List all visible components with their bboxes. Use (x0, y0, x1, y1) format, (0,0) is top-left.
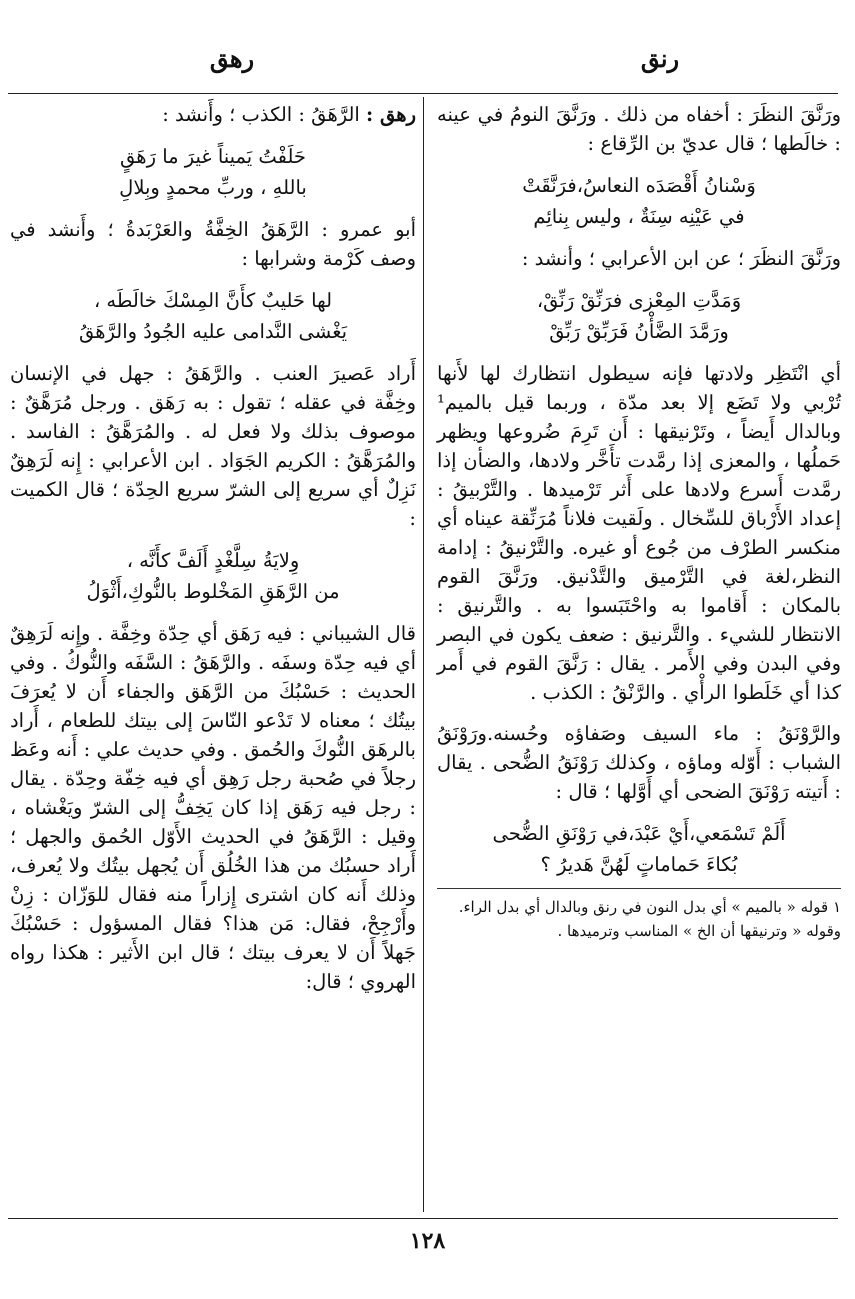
entry-paragraph: أَراد عَصيرَ العنب . والرَّهَقُ : جهل في الإنسان وخِفَّة في عقله ؛ تقول : به رَهَق . ورجل مُرَهَّقٌ : موصوف بذلك ولا فعل له . والمُرَهَّقُ : الفاسد . والمُرَهَّقُ : الكريم الجَوَاد . ابن الأعرابي : إِنه لَرَهِقٌ نَزِلٌ أي سريع إلى الشرّ سريع الحِدّة ؛ قال الكميت : (10, 362, 416, 530)
right-column (437, 100, 841, 943)
right-column-header: رنق (640, 44, 680, 73)
page-number: ١٢٨ (409, 1228, 446, 1254)
header-rule (8, 93, 838, 94)
headword: رهق : (366, 103, 416, 126)
footnote: وقوله « وترنيقها أن الخ » المناسب وترميدها . (557, 922, 841, 940)
entry-paragraph: قال الشيباني : فيه رَهَق أي حِدّة وخِفَّة . وإِنه لَرَهِقٌ أي فيه حِدّة وسفَه . والرَّهَقُ : السَّفَه والنُّوكُ . وفي الحديث : حَسْبُكَ من الرَّهَق والجفاء أَن لا يُعرَفَ بيتُك ؛ معناه لا تَدْعو النّاسَ إلى بيتك للطعام ، أَراد بالرهَق النُّوكَ والحُمق . وفي حديث علي : أَنه وعَظ رجلاً في صُحبة رجل رَهِق أي فيه خِفّة وحِدّة . يقال : رجل فيه رَهَق إذا كان يَخِفُّ إلى الشرّ ويَغْشاه ، وقيل : الرَّهَقُ في الحديث الأَوّل الحُمق والجهل ؛ أَراد حسبُك من هذا الخُلُق أَن يُجهل بيتُك ولا يُعرف، وذلك أَنه كان اشترى إِزاراً منه فقال للوَزّان : زِنْ وأَرْجِحْ، فقال: مَن هذا؟ فقال المسؤول : حَسْبُكَ جَهلاً أَن لا يعرف بيتك ؛ قال ابن الأَثير : هكذا رواه الهروي ؛ قال: (10, 622, 416, 993)
verse-line: يَغْشى النَّدامى عليه الجُودُ والرَّهَقُ (78, 320, 348, 343)
verse-line: وِلايَةُ سِلَّغْدٍ أَلَفَّ كأَنَّه ، (126, 549, 300, 572)
verse-line: حَلَفْتُ يَميناً غيرَ ما رَهَقٍ (120, 145, 306, 168)
entry-paragraph: ورَنَّقَ النظَرَ : أخفاه من ذلك . ورَنَّقَ النومُ في عينه : خالَطها ؛ قال عديّ بن الرِّقاع : (437, 103, 841, 155)
verse-line: باللهِ ، وربِّ محمدٍ وبِلالِ (119, 176, 307, 199)
verse-line: لها حَليبٌ كأَنَّ المِسْكَ خالَطَه ، (93, 289, 333, 312)
verse-line: وَسْنانُ أَقْصَدَه النعاسُ،فرَنَّقَتْ (522, 174, 756, 197)
footer-rule (8, 1218, 838, 1219)
entry-paragraph (10, 100, 416, 129)
verse-line: بُكاءَ حَماماتٍ لَهُنَّ هَديرُ ؟ (540, 853, 738, 876)
verse-line: أَلَمْ تَسْمَعي،أَيْ عَبْدَ،في رَوْنَقِ الضُّحى (492, 822, 786, 845)
verse-line: وَمَدَّتِ المِعْزى فرَنِّقْ رَنِّقْ، (536, 289, 742, 312)
verse-line: من الرَّهَقِ المَخْلوط بالنُّوكِ،أَثْوَلُ (86, 580, 340, 603)
entry-paragraph: والرَّوْنَقُ : ماء السيف وصَفاؤه وحُسنه.ورَوْنَقُ الشباب : أَوّله وماؤه ، وكذلك رَوْنَقُ الضُّحى . يقال : أَتيته رَوْنَقَ الضحى أي أَوَّلها ؛ قال : (437, 722, 841, 803)
left-column (10, 100, 416, 996)
entry-paragraph: أي انْتَظِر ولادتها فإنه سيطول انتظارك لها لأَنها تُرْبي ولا تَضَع إلا بعد مدّة ، وربما قيل بالميم¹ وبالدال أَيضاً ، وتَرْنيقها : أَن تَرِمَ ضُروعها ويظهر حَملُها ، والمعزى إذا رمَّدت تأَخَّر ولادها، والضأن إذا رمَّدت أَسرع ولادها على أَثر تَرْميدها . والتَّرْبيقُ : إعداد الأَرْباق للسِّخال . ولَقيت فلاناً مُرَنِّقة عيناه أي منكسر الطرْف من جُوع أو غيره. والتَّرْنيقُ : إدامة النظر،لغة في التَّرْميق والتَّدْنيق. ورَنَّقَ القوم بالمكان : أَقاموا به واحْتَبَسوا به . والتَّرنيق : الانتظار للشيء . والتَّرنيق : ضعف يكون في البصر وفي البدن وفي الأَمر . يقال : رَنَّقَ القوم في أَمر كذا أي خَلَطوا الرأْي . والرَّنْقُ : الكذب . (437, 362, 841, 704)
column-divider (423, 97, 424, 1212)
left-column-header: رهق (209, 44, 255, 73)
footnote-rule (437, 888, 841, 889)
footnote: ١ قوله « بالميم » أي بدل النون في رنق وبالدال أي بدل الراء. (458, 898, 841, 916)
entry-paragraph: ورَنَّقَ النظَرَ ؛ عن ابن الأعرابي ؛ وأنشد : (521, 247, 841, 270)
entry-text: الرَّهَقُ : الكذب ؛ وأَنشد : (162, 103, 360, 126)
entry-paragraph: أبو عمرو : الرَّهَقُ الخِفَّةُ والعَرْبَدةُ ؛ وأَنشد في وصف كَرْمة وشرابها : (10, 218, 416, 270)
verse-line: في عَيْنِه سِنَةٌ ، وليس بِنائِم (533, 205, 745, 228)
verse-line: ورَمَّدَ الضَّأْنُ فَرَبِّقْ رَبِّقْ (549, 320, 729, 343)
